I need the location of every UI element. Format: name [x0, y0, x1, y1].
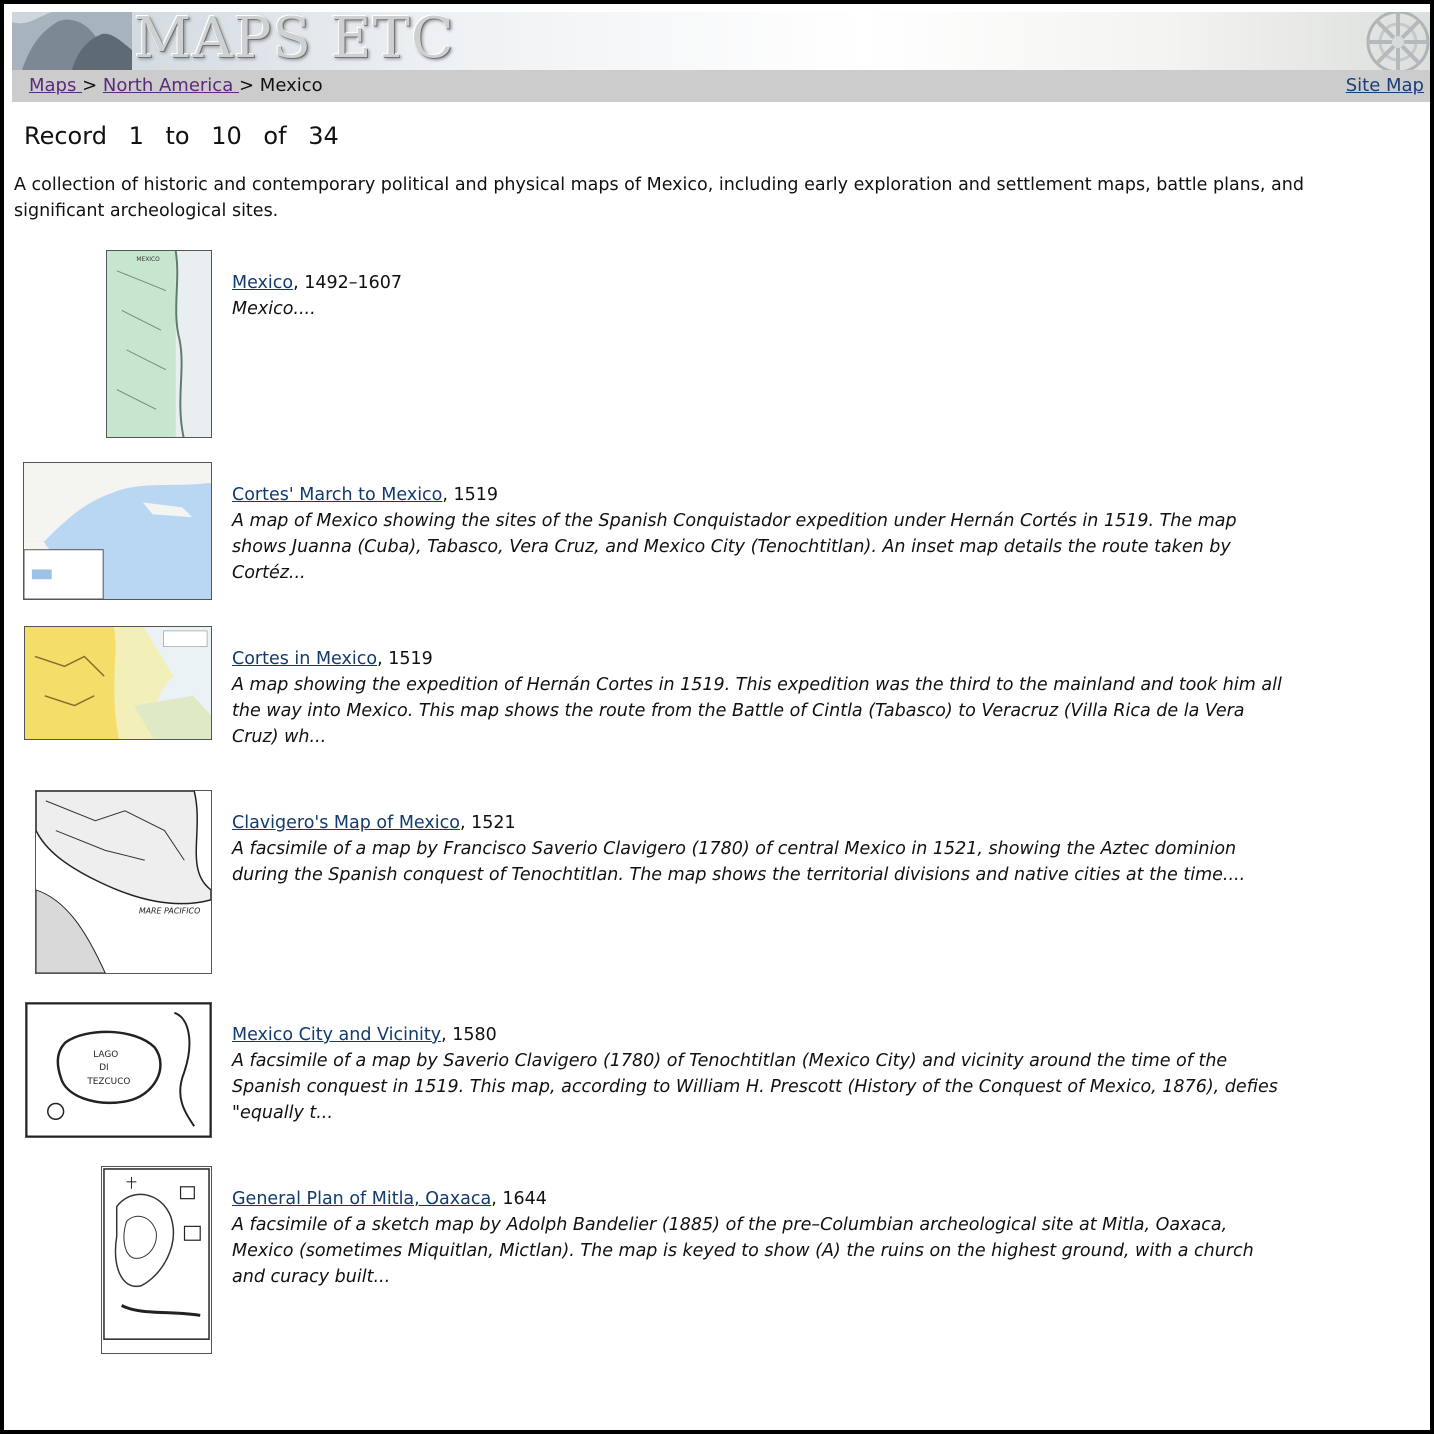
cortes-in-mexico-map-thumbnail-art: [25, 627, 211, 739]
item-title-line: [232, 1186, 1292, 1212]
svg-text:LAGO: LAGO: [93, 1050, 119, 1061]
item-description: A facsimile of a map by Francisco Saverio Clavigero (1780) of central Mexico in 1521, showing the Aztec dominion during the Spanish conquest of Tenochtitlan. The map shows the territorial divisions and native cities at the time....: [232, 839, 1246, 885]
breadcrumb-bar: [12, 70, 1430, 102]
svg-text:TEZCUCO: TEZCUCO: [87, 1076, 131, 1087]
item-title-line: [232, 270, 1292, 296]
site-map-link-container: [1346, 70, 1424, 102]
item-year: , 1644: [491, 1189, 547, 1209]
item-title-line: [232, 482, 1292, 508]
cortes-march-map-thumbnail-art: [24, 463, 211, 599]
item-text: [232, 1022, 1292, 1126]
record-prefix: Record: [24, 122, 107, 150]
item-year: , 1519: [442, 485, 499, 505]
breadcrumb-separator: >: [238, 75, 255, 96]
item-title-link[interactable]: General Plan of Mitla, Oaxaca: [232, 1189, 492, 1209]
item-year: , 1521: [459, 813, 516, 833]
record-of-word: of: [263, 122, 287, 150]
compass-rose-icon: [1320, 12, 1430, 70]
item-year: , 1580: [441, 1025, 497, 1045]
item-text: [232, 810, 1292, 888]
svg-text:MARE PACIFICO: MARE PACIFICO: [138, 906, 201, 916]
item-title-link[interactable]: Clavigero's Map of Mexico: [232, 813, 460, 833]
item-title-link[interactable]: Cortes in Mexico: [232, 649, 378, 669]
map-thumbnail[interactable]: [35, 790, 212, 974]
record-total: 34: [308, 122, 339, 150]
item-text: [232, 1186, 1292, 1290]
record-from: 1: [128, 122, 144, 150]
svg-text:DI: DI: [99, 1063, 109, 1073]
map-thumbnail[interactable]: [25, 1002, 212, 1138]
map-thumbnail[interactable]: [23, 462, 212, 600]
item-text: [232, 270, 1292, 322]
item-description: Mexico....: [232, 299, 316, 319]
item-text: [232, 482, 1292, 586]
item-title-link[interactable]: Cortes' March to Mexico: [232, 485, 443, 505]
clavigero-map-thumbnail-art: [36, 791, 211, 973]
record-range: [24, 122, 339, 150]
site-banner: [12, 12, 1430, 70]
mexico-city-vicinity-map-thumbnail-art: [26, 1003, 211, 1137]
item-description: A facsimile of a map by Saverio Clavigero (1780) of Tenochtitlan (Mexico City) and vicinity around the time of the Spanish conquest in 1519. This map, according to William H. Prescott (History of the Conquest of Mexico, 1876), defies "equally t...: [232, 1051, 1278, 1123]
mexico-map-thumbnail-art: [107, 251, 211, 437]
site-map-link[interactable]: Site Map: [1345, 75, 1424, 96]
item-title-line: [232, 810, 1292, 836]
map-thumbnail[interactable]: [24, 626, 212, 740]
item-year: , 1519: [377, 649, 433, 669]
item-title-link[interactable]: Mexico City and Vicinity: [232, 1025, 442, 1045]
item-description: A map of Mexico showing the sites of the Spanish Conquistador expedition under Hernán Cortés in 1519. The map shows Juanna (Cuba), Tabasco, Vera Cruz, and Mexico City (Tenochtitlan). An inset map details the route taken by Cortéz...: [232, 511, 1237, 583]
item-title-line: [232, 1022, 1292, 1048]
item-description: A map showing the expedition of Hernán Cortes in 1519. This expedition was the third to the mainland and took him all the way into Mexico. This map shows the route from the Battle of Cintla (Tabasco) to Veracruz (Villa Rica de la Vera Cruz) wh...: [232, 675, 1282, 747]
record-to-word: to: [165, 122, 190, 150]
item-description: A facsimile of a sketch map by Adolph Bandelier (1885) of the pre–Columbian archeological site at Mitla, Oaxaca, Mexico (sometimes Miquitlan, Mictlan). The map is keyed to show (A) the ruins on the highest ground, with a church and curacy built...: [232, 1215, 1254, 1287]
breadcrumb-link-north-america[interactable]: North America: [102, 75, 239, 96]
svg-text:MEXICO: MEXICO: [136, 256, 160, 263]
record-to: 10: [211, 122, 242, 150]
item-text: [232, 646, 1292, 750]
item-title-link[interactable]: Mexico: [232, 273, 294, 293]
map-thumbnail[interactable]: [106, 250, 212, 438]
map-thumbnail[interactable]: [101, 1166, 212, 1354]
mitla-plan-map-thumbnail-art: [102, 1167, 211, 1353]
breadcrumb: [29, 70, 323, 102]
site-logo[interactable]: MAPS ETC: [134, 12, 455, 70]
collection-intro: A collection of historic and contemporary political and physical maps of Mexico, including early exploration and settlement maps, battle plans, and significant archeological sites.: [14, 175, 1304, 221]
breadcrumb-separator: >: [82, 75, 98, 96]
breadcrumb-current: Mexico: [259, 75, 323, 96]
item-title-line: [232, 646, 1292, 672]
item-year: , 1492–1607: [293, 273, 403, 293]
breadcrumb-link-maps[interactable]: Maps: [29, 75, 83, 96]
banner-map-art-left: [12, 12, 132, 70]
